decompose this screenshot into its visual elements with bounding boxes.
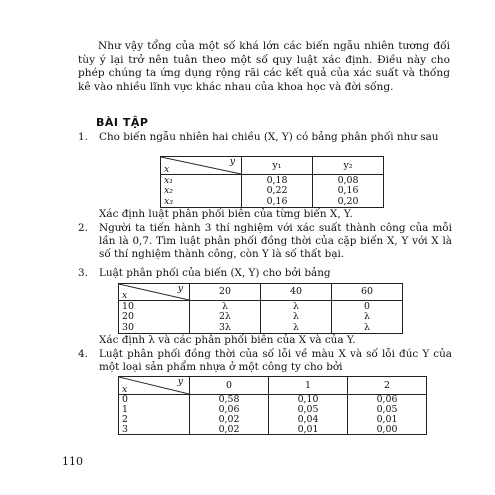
exercise-4-number: 4.: [78, 348, 88, 360]
corner-x-label: x: [164, 163, 170, 175]
table-cell: 0,06: [190, 405, 269, 415]
exercise-3-table: [118, 283, 403, 334]
table-row: [161, 175, 384, 186]
exercise-1-table: [160, 156, 384, 208]
corner-x-label: x: [122, 383, 128, 395]
exercise-2: [78, 222, 452, 261]
intro-paragraph: Như vậy tổng của một số khá lớn các biến ngẫu nhiên tương đối tùy ý lại trở nên tuân theo một số quy luật xác định. Điều này cho phép chúng ta ứng dụng rộng rãi các kết quả của xác suất và thống kê vào nhiều lĩnh vực khác nhau của khoa học và đời sống.: [78, 40, 450, 93]
row-label: 0: [119, 395, 190, 405]
row-label: 3: [119, 425, 190, 435]
col-header: 1: [269, 377, 348, 395]
col-header: 40: [261, 284, 332, 301]
row-label: 30: [119, 323, 190, 334]
table-cell: 0,08: [313, 175, 384, 186]
row-label: 10: [119, 301, 190, 312]
exercise-1: [78, 131, 452, 144]
table-header-row: [161, 157, 384, 175]
col-header: y₂: [313, 157, 384, 175]
corner-y-label: y: [229, 156, 235, 167]
exercise-1-text: Cho biến ngẫu nhiên hai chiều (X, Y) có bảng phân phối như sau: [99, 131, 439, 143]
row-label: x₁: [161, 175, 242, 186]
table-row: [119, 312, 403, 323]
table-corner-cell: [161, 157, 242, 175]
table-cell: λ: [261, 312, 332, 323]
table-corner-cell: [119, 284, 190, 301]
table-row: [119, 415, 427, 425]
row-label: 2: [119, 415, 190, 425]
table-header-row: [119, 377, 427, 395]
corner-y-label: y: [177, 376, 183, 387]
table-cell: 2λ: [190, 312, 261, 323]
table-cell: 0,02: [190, 425, 269, 435]
table-row: [161, 186, 384, 197]
exercise-4: [78, 348, 452, 374]
table-cell: 0,20: [313, 197, 384, 208]
table-cell: λ: [190, 301, 261, 312]
table-cell: λ: [261, 323, 332, 334]
row-label: 1: [119, 405, 190, 415]
table-cell: 0,16: [313, 186, 384, 197]
row-label: 20: [119, 312, 190, 323]
exercise-1-number: 1.: [78, 131, 88, 143]
table-cell: λ: [332, 323, 403, 334]
table-row: [119, 425, 427, 435]
table-cell: 0,01: [269, 425, 348, 435]
corner-x-label: x: [122, 289, 128, 301]
page-number: 110: [62, 455, 83, 468]
table-cell: 0: [332, 301, 403, 312]
corner-y-label: y: [177, 283, 183, 294]
col-header: 2: [348, 377, 427, 395]
table-cell: 0,06: [348, 395, 427, 405]
exercise-2-number: 2.: [78, 222, 88, 234]
table-cell: 0,22: [242, 186, 313, 197]
exercise-4-table: [118, 376, 427, 435]
table-cell: 0,00: [348, 425, 427, 435]
table-row: [119, 395, 427, 405]
col-header: 0: [190, 377, 269, 395]
table-cell: 0,18: [242, 175, 313, 186]
table-cell: 0,04: [269, 415, 348, 425]
table-cell: 0,10: [269, 395, 348, 405]
exercise-2-text: Người ta tiến hành 3 thí nghiệm với xác suất thành công của mỗi lần là 0,7. Tìm luật phân phối đồng thời của cặp biến X, Y với X là số thí nghiệm thành công, còn Y là số thất bại.: [99, 222, 452, 260]
row-label: x₂: [161, 186, 242, 197]
table-cell: λ: [332, 312, 403, 323]
col-header: 60: [332, 284, 403, 301]
table-cell: 0,02: [190, 415, 269, 425]
table-cell: 0,05: [269, 405, 348, 415]
table-row: [119, 405, 427, 415]
col-header: y₁: [242, 157, 313, 175]
table-cell: 3λ: [190, 323, 261, 334]
table-row: [161, 197, 384, 208]
table-header-row: [119, 284, 403, 301]
table-corner-cell: [119, 377, 190, 395]
table-cell: 0,05: [348, 405, 427, 415]
exercise-3-number: 3.: [78, 267, 88, 279]
col-header: 20: [190, 284, 261, 301]
exercise-3-text: Luật phân phối của biến (X, Y) cho bởi bảng: [99, 267, 331, 279]
exercise-1-question: Xác định luật phân phối biên của từng biến X, Y.: [99, 208, 353, 220]
exercise-3-question: Xác định λ và các phân phối biên của X và của Y.: [99, 334, 356, 346]
table-cell: λ: [261, 301, 332, 312]
exercise-3: [78, 267, 452, 280]
table-cell: 0,16: [242, 197, 313, 208]
table-row: [119, 301, 403, 312]
exercise-4-text: Luật phân phối đồng thời của số lỗi về màu X và số lỗi đúc Y của một loại sản phẩm nhựa ở một công ty cho bởi: [99, 348, 452, 373]
table-cell: 0,58: [190, 395, 269, 405]
table-row: [119, 323, 403, 334]
exercises-heading: BÀI TẬP: [96, 116, 149, 129]
row-label: x₃: [161, 197, 242, 208]
table-cell: 0,01: [348, 415, 427, 425]
